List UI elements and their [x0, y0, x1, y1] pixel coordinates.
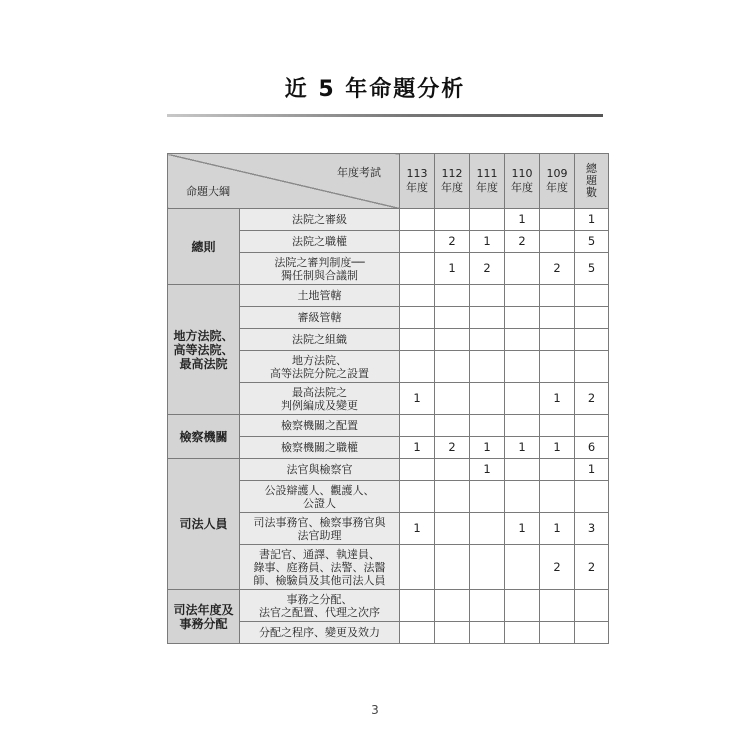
total-header: 總 題 數 [575, 154, 609, 209]
count-cell [505, 307, 540, 329]
topic-cell: 分配之程序、變更及效力 [240, 622, 400, 644]
count-cell [540, 307, 575, 329]
total-cell: 1 [575, 209, 609, 231]
count-cell [505, 481, 540, 513]
count-cell [400, 285, 435, 307]
count-cell: 2 [470, 253, 505, 285]
count-cell [505, 285, 540, 307]
count-cell: 2 [435, 437, 470, 459]
total-cell [575, 590, 609, 622]
count-cell [470, 285, 505, 307]
header-row [168, 154, 609, 209]
count-cell [505, 253, 540, 285]
count-cell [540, 415, 575, 437]
count-cell [400, 415, 435, 437]
count-cell: 1 [400, 437, 435, 459]
table-row [168, 590, 609, 622]
topic-cell: 審級管轄 [240, 307, 400, 329]
count-cell [400, 481, 435, 513]
total-cell [575, 622, 609, 644]
count-cell [400, 307, 435, 329]
count-cell [435, 545, 470, 590]
count-cell [470, 307, 505, 329]
count-cell [540, 231, 575, 253]
count-cell [435, 590, 470, 622]
count-cell [505, 459, 540, 481]
table-row [168, 209, 609, 231]
count-cell [470, 383, 505, 415]
total-cell: 2 [575, 383, 609, 415]
count-cell [505, 383, 540, 415]
count-cell [470, 415, 505, 437]
count-cell [540, 622, 575, 644]
year-header: 111 年度 [470, 154, 505, 209]
topic-cell: 法院之審級 [240, 209, 400, 231]
count-cell: 1 [400, 513, 435, 545]
topic-cell: 司法事務官、檢察事務官與 法官助理 [240, 513, 400, 545]
count-cell [435, 285, 470, 307]
total-cell: 5 [575, 231, 609, 253]
count-cell [470, 513, 505, 545]
corner-header [168, 154, 400, 209]
total-cell [575, 285, 609, 307]
count-cell: 2 [540, 545, 575, 590]
corner-top-label: 年度考試 [337, 166, 381, 179]
count-cell [470, 622, 505, 644]
count-cell [505, 415, 540, 437]
count-cell: 1 [540, 437, 575, 459]
count-cell: 2 [505, 231, 540, 253]
topic-cell: 最高法院之 判例編成及變更 [240, 383, 400, 415]
count-cell: 1 [540, 513, 575, 545]
count-cell [470, 545, 505, 590]
count-cell [435, 513, 470, 545]
category-cell: 檢察機關 [168, 415, 240, 459]
count-cell [540, 329, 575, 351]
count-cell [470, 351, 505, 383]
count-cell [400, 590, 435, 622]
exam-analysis-table [167, 153, 609, 644]
count-cell [470, 481, 505, 513]
count-cell [505, 329, 540, 351]
count-cell [470, 209, 505, 231]
count-cell [540, 209, 575, 231]
count-cell [435, 622, 470, 644]
category-cell: 司法年度及 事務分配 [168, 590, 240, 644]
year-header: 110 年度 [505, 154, 540, 209]
table-row [168, 415, 609, 437]
topic-cell: 土地管轄 [240, 285, 400, 307]
table-row [168, 285, 609, 307]
count-cell [400, 545, 435, 590]
count-cell [435, 383, 470, 415]
count-cell: 1 [505, 209, 540, 231]
topic-cell: 書記官、通譯、執達員、 錄事、庭務員、法警、法醫 師、檢驗員及其他司法人員 [240, 545, 400, 590]
count-cell [540, 590, 575, 622]
total-cell [575, 329, 609, 351]
title-underline [167, 114, 603, 117]
count-cell: 2 [540, 253, 575, 285]
year-header: 113 年度 [400, 154, 435, 209]
year-header: 109 年度 [540, 154, 575, 209]
count-cell [470, 329, 505, 351]
table-row [168, 459, 609, 481]
count-cell: 1 [470, 231, 505, 253]
count-cell [435, 307, 470, 329]
page-number: 3 [371, 703, 379, 717]
count-cell: 1 [400, 383, 435, 415]
year-header: 112 年度 [435, 154, 470, 209]
total-cell: 6 [575, 437, 609, 459]
topic-cell: 檢察機關之配置 [240, 415, 400, 437]
count-cell [400, 329, 435, 351]
total-cell: 1 [575, 459, 609, 481]
count-cell [400, 459, 435, 481]
topic-cell: 法院之職權 [240, 231, 400, 253]
count-cell: 1 [505, 513, 540, 545]
count-cell: 1 [505, 437, 540, 459]
count-cell [540, 459, 575, 481]
page-title: 近 5 年命題分析 [284, 77, 466, 102]
category-cell: 地方法院、 高等法院、 最高法院 [168, 285, 240, 415]
topic-cell: 檢察機關之職權 [240, 437, 400, 459]
count-cell [505, 590, 540, 622]
count-cell: 1 [540, 383, 575, 415]
count-cell: 1 [470, 459, 505, 481]
total-cell: 5 [575, 253, 609, 285]
count-cell [470, 590, 505, 622]
count-cell [540, 481, 575, 513]
count-cell [435, 481, 470, 513]
count-cell [400, 351, 435, 383]
count-cell [435, 351, 470, 383]
category-cell: 總則 [168, 209, 240, 285]
count-cell [435, 459, 470, 481]
total-cell: 3 [575, 513, 609, 545]
total-cell [575, 307, 609, 329]
topic-cell: 法院之審判制度── 獨任制與合議制 [240, 253, 400, 285]
topic-cell: 事務之分配、 法官之配置、代理之次序 [240, 590, 400, 622]
count-cell [540, 285, 575, 307]
count-cell [400, 231, 435, 253]
total-cell: 2 [575, 545, 609, 590]
corner-bottom-label: 命題大綱 [186, 185, 230, 198]
count-cell [505, 545, 540, 590]
count-cell [435, 209, 470, 231]
count-cell [400, 253, 435, 285]
count-cell: 1 [470, 437, 505, 459]
count-cell [540, 351, 575, 383]
count-cell [505, 622, 540, 644]
count-cell [435, 329, 470, 351]
count-cell: 2 [435, 231, 470, 253]
count-cell [505, 351, 540, 383]
total-cell [575, 415, 609, 437]
total-cell [575, 481, 609, 513]
topic-cell: 公設辯護人、觀護人、 公證人 [240, 481, 400, 513]
count-cell [400, 622, 435, 644]
topic-cell: 地方法院、 高等法院分院之設置 [240, 351, 400, 383]
total-cell [575, 351, 609, 383]
topic-cell: 法官與檢察官 [240, 459, 400, 481]
topic-cell: 法院之組織 [240, 329, 400, 351]
count-cell: 1 [435, 253, 470, 285]
count-cell [400, 209, 435, 231]
category-cell: 司法人員 [168, 459, 240, 590]
count-cell [435, 415, 470, 437]
